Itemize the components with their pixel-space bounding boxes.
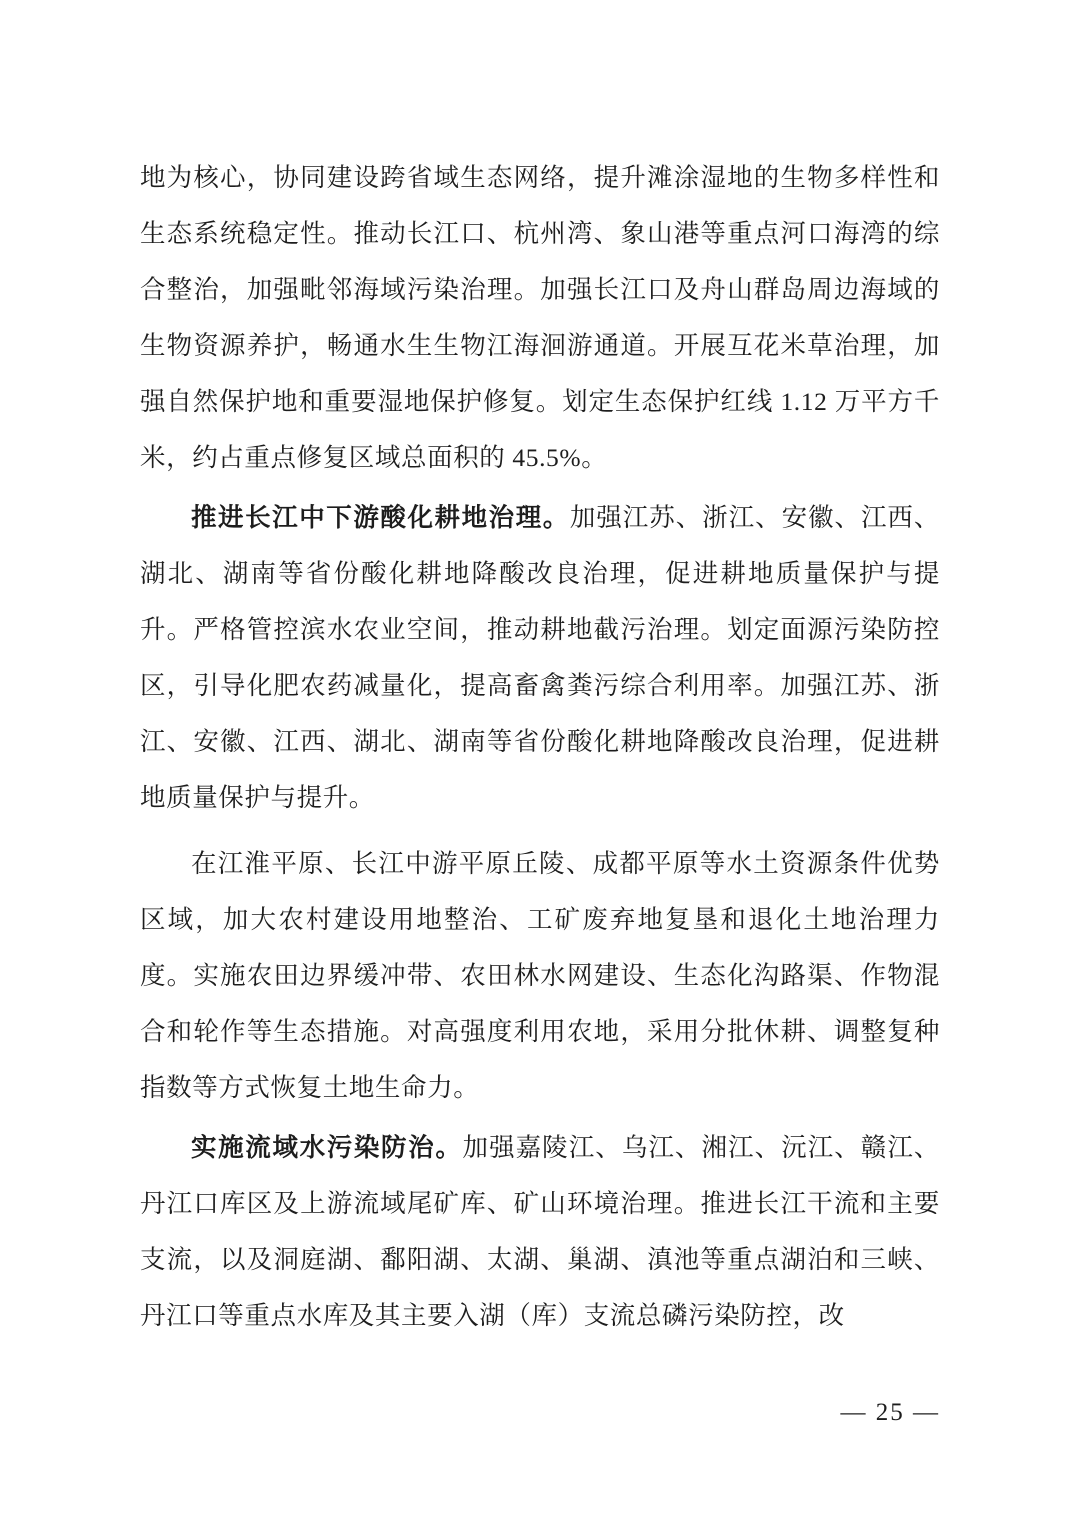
paragraph-1	[140, 150, 940, 486]
paragraph-2-lead: 推进长江中下游酸化耕地治理。	[191, 503, 570, 532]
paragraph-4	[140, 1120, 940, 1344]
paragraph-1-text: 地为核心，协同建设跨省域生态网络，提升滩涂湿地的生物多样性和生态系统稳定性。推动长江口、杭州湾、象山港等重点河口海湾的综合整治，加强毗邻海域污染治理。加强长江口及舟山群岛周边海域的生物资源养护，畅通水生生物江海洄游通道。开展互花米草治理，加强自然保护地和重要湿地保护修复。划定生态保护红线 1.12 万平方千米，约占重点修复区域总面积的 45.5%。	[140, 163, 940, 472]
paragraph-4-lead: 实施流域水污染防治。	[191, 1133, 463, 1162]
page-number: — 25 —	[840, 1399, 940, 1426]
page-body-text	[140, 150, 940, 1348]
paragraph-3-text: 在江淮平原、长江中游平原丘陵、成都平原等水土资源条件优势区域，加大农村建设用地整治、工矿废弃地复垦和退化土地治理力度。实施农田边界缓冲带、农田林水网建设、生态化沟路渠、作物混合和轮作等生态措施。对高强度利用农地，采用分批休耕、调整复种指数等方式恢复土地生命力。	[140, 849, 940, 1102]
paragraph-2	[140, 490, 940, 826]
paragraph-4-text: 加强嘉陵江、乌江、湘江、沅江、赣江、丹江口库区及上游流域尾矿库、矿山环境治理。推进长江干流和主要支流，以及洞庭湖、鄱阳湖、太湖、巢湖、滇池等重点湖泊和三峡、丹江口等重点水库及其主要入湖（库）支流总磷污染防控，改	[140, 1133, 940, 1330]
paragraph-3	[140, 836, 940, 1116]
paragraph-2-text: 加强江苏、浙江、安徽、江西、湖北、湖南等省份酸化耕地降酸改良治理，促进耕地质量保护与提升。严格管控滨水农业空间，推动耕地截污治理。划定面源污染防控区，引导化肥农药减量化，提高畜禽粪污综合利用率。加强江苏、浙江、安徽、江西、湖北、湖南等省份酸化耕地降酸改良治理，促进耕地质量保护与提升。	[140, 503, 940, 812]
